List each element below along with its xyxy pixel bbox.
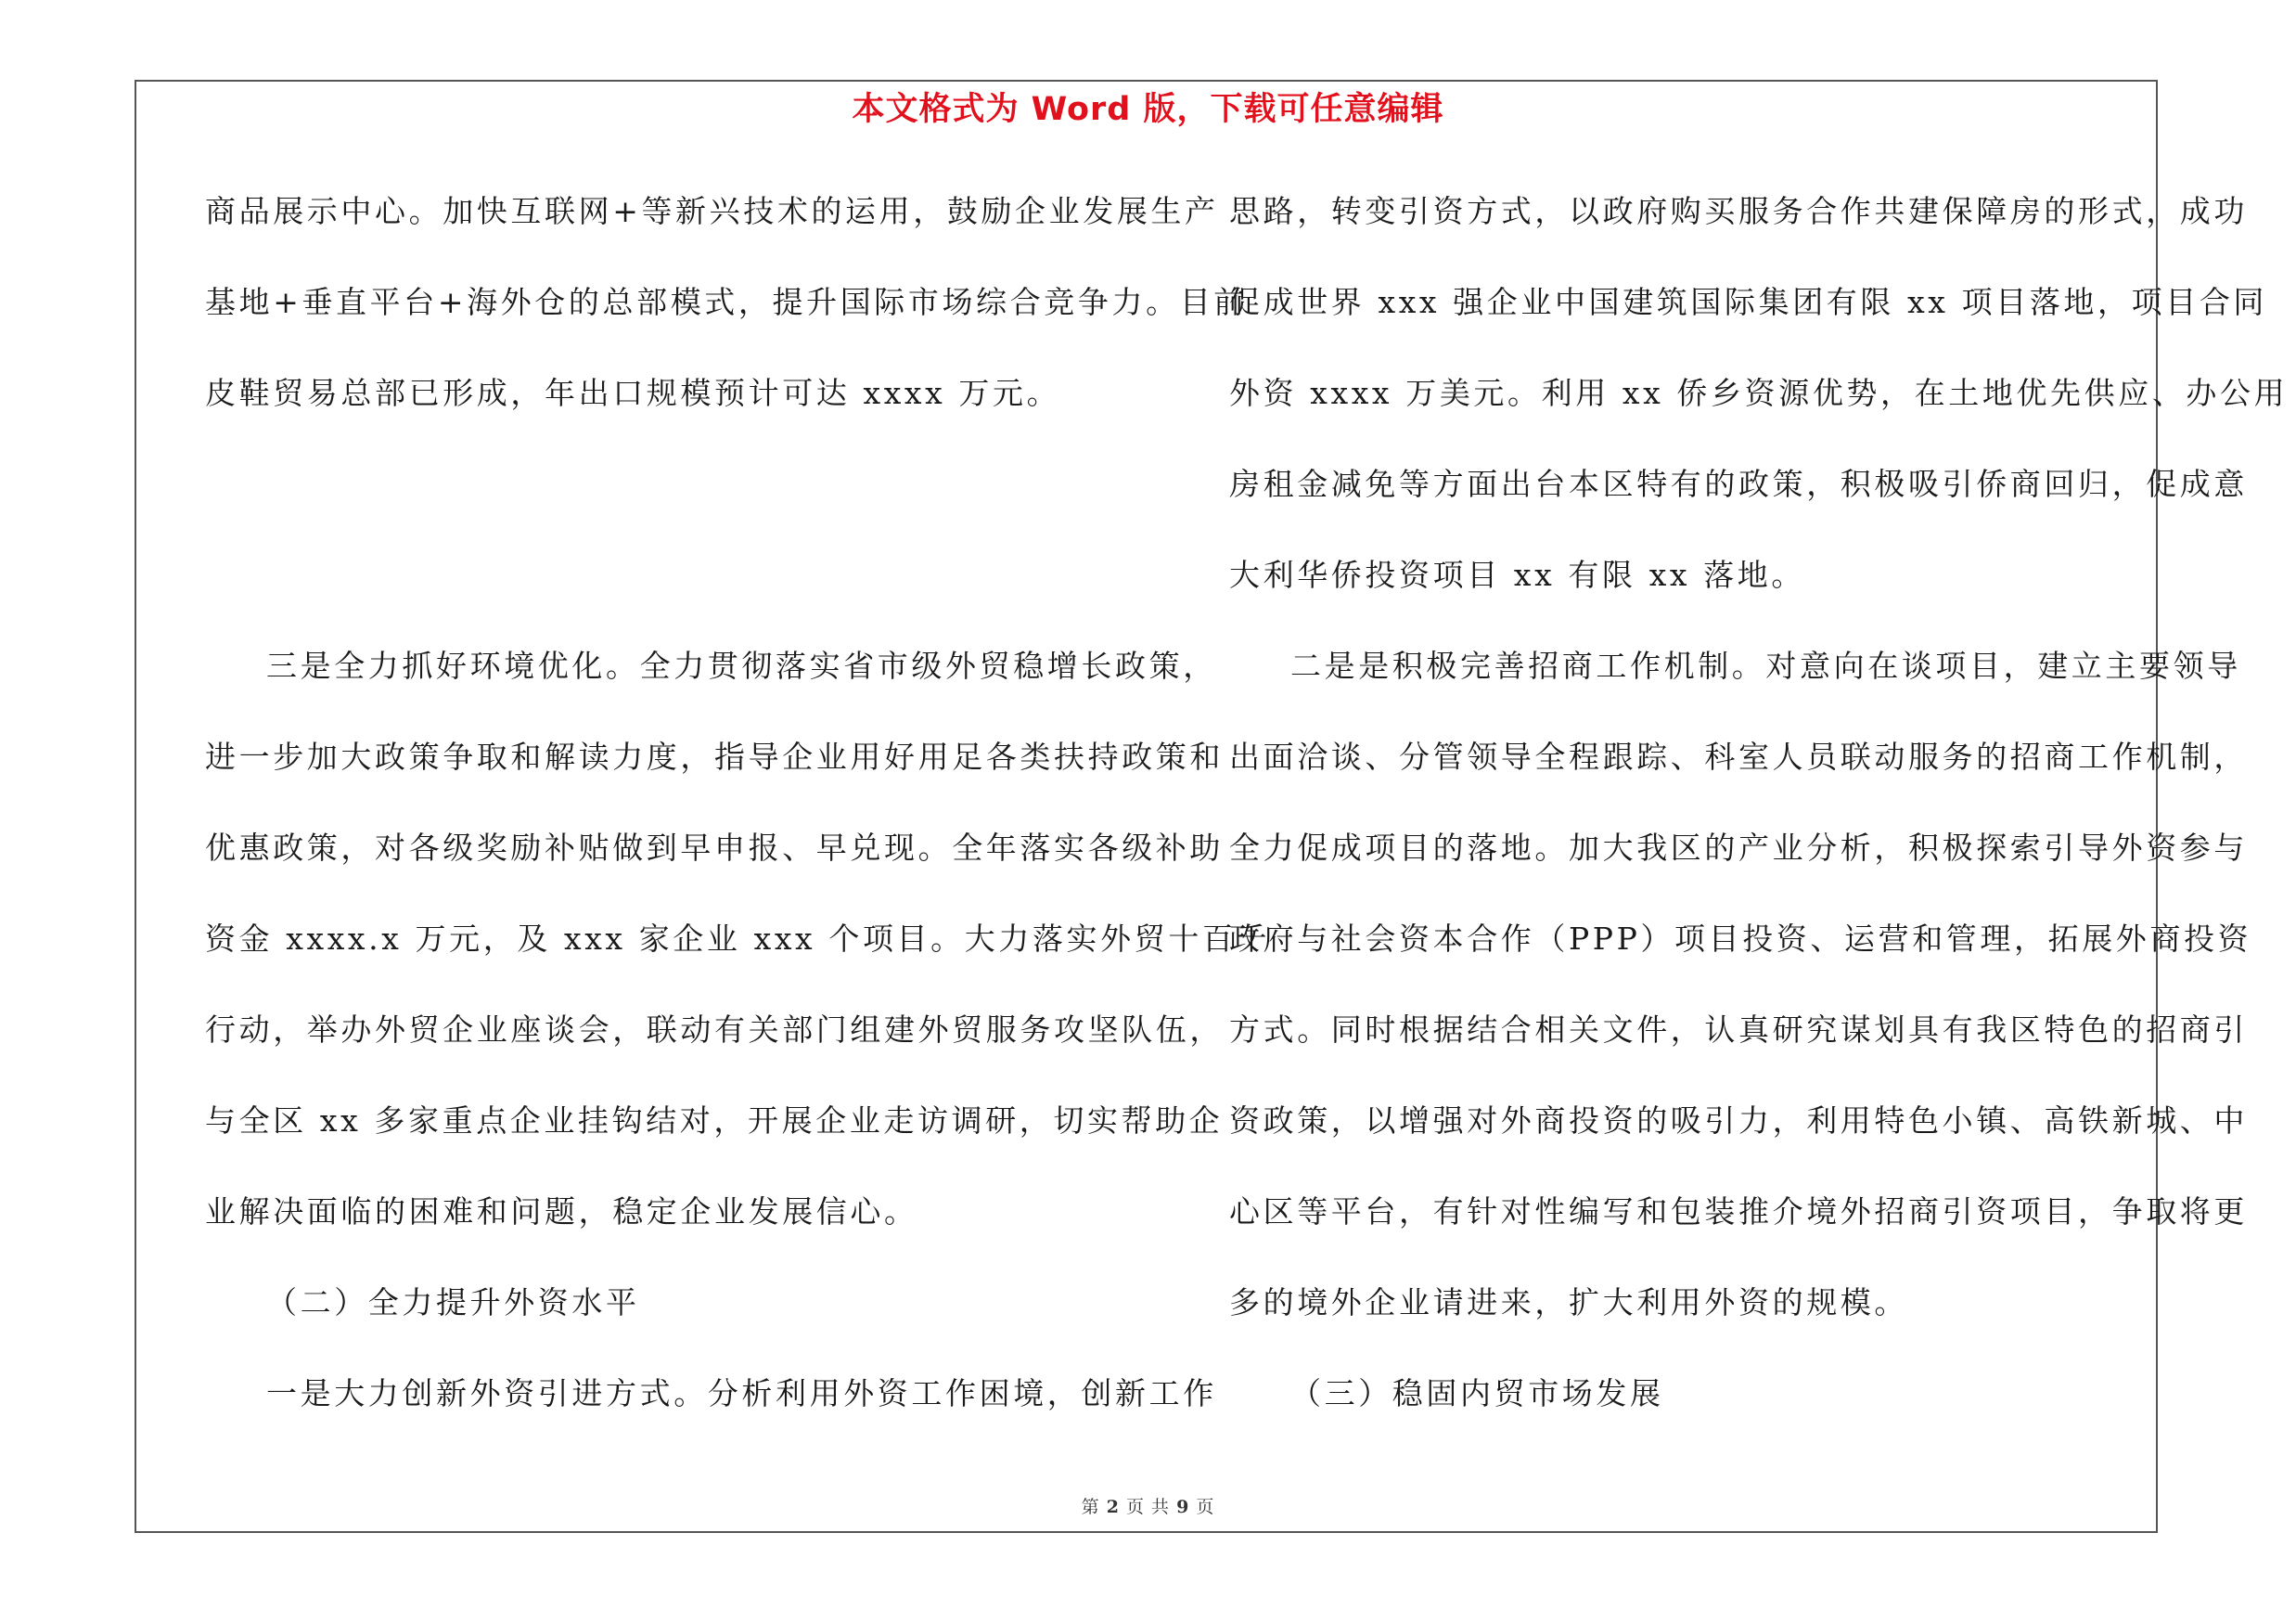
footer-prefix: 第 [1081,1497,1100,1517]
header-banner: 本文格式为 Word 版，下载可任意编辑 [852,91,1444,128]
text-line: 基地+垂直平台+海外仓的总部模式，提升国际市场综合竞争力。目前 [205,284,1248,320]
paragraph-gap [205,546,1142,637]
section-heading: （三）稳固内贸市场发展 [1290,1375,1664,1411]
paragraph-start: 三是全力抓好环境优化。全力贯彻落实省市级外贸稳增长政策， [266,648,1217,684]
footer-page-total: 9 [1176,1497,1190,1517]
section-heading: （二）全力提升外资水平 [266,1284,640,1320]
text-line: 政府与社会资本合作（PPP）项目投资、运营和管理，拓展外商投资 [1229,921,2252,957]
text-line: 业解决面临的困难和问题，稳定企业发展信心。 [205,1193,918,1230]
text-line: 外资 xxxx 万美元。利用 xx 侨乡资源优势，在土地优先供应、办公用 [1229,375,2289,411]
footer-suffix: 页 [1196,1497,1215,1517]
paragraph-start: 一是大力创新外资引进方式。分析利用外资工作困境，创新工作 [266,1375,1217,1411]
text-line: 房租金减免等方面出台本区特有的政策，积极吸引侨商回归，促成意 [1229,466,2248,502]
text-line: 优惠政策，对各级奖励补贴做到早申报、早兑现。全年落实各级补助 [205,830,1224,866]
left-column [205,182,1271,1455]
text-line: 资政策，以增强对外商投资的吸引力，利用特色小镇、高铁新城、中 [1229,1102,2248,1139]
page-footer [0,1496,2296,1518]
text-line: 全力促成项目的落地。加大我区的产业分析，积极探索引导外资参与 [1229,830,2248,866]
text-line: 思路，转变引资方式，以政府购买服务合作共建保障房的形式，成功 [1229,193,2248,229]
footer-middle: 页 共 [1125,1497,1171,1517]
text-line: 商品展示中心。加快互联网+等新兴技术的运用，鼓励企业发展生产 [205,193,1219,229]
text-line: 多的境外企业请进来，扩大利用外资的规模。 [1229,1284,1908,1320]
text-line: 心区等平台，有针对性编写和包装推介境外招商引资项目，争取将更 [1229,1193,2248,1230]
text-line: 出面洽谈、分管领导全程跟踪、科室人员联动服务的招商工作机制， [1229,739,2248,775]
text-line: 方式。同时根据结合相关文件，认真研究谋划具有我区特色的招商引 [1229,1011,2248,1048]
text-line: 促成世界 xxx 强企业中国建筑国际集团有限 xx 项目落地，项目合同 [1229,284,2268,320]
text-line: 进一步加大政策争取和解读力度，指导企业用好用足各类扶持政策和 [205,739,1224,775]
right-column [1229,182,2289,1455]
footer-page-number: 2 [1106,1497,1120,1517]
paragraph-gap [205,455,1142,546]
text-line: 皮鞋贸易总部已形成，年出口规模预计可达 xxxx 万元。 [205,375,1061,411]
paragraph-start: 二是是积极完善招商工作机制。对意向在谈项目，建立主要领导 [1290,648,2241,684]
text-line: 大利华侨投资项目 xx 有限 xx 落地。 [1229,557,1806,593]
text-line: 与全区 xx 多家重点企业挂钩结对，开展企业走访调研，切实帮助企 [205,1102,1224,1139]
text-line: 资金 xxxx.x 万元，及 xxx 家企业 xxx 个项目。大力落实外贸十百千 [205,921,1271,957]
text-line: 行动，举办外贸企业座谈会，联动有关部门组建外贸服务攻坚队伍， [205,1011,1224,1048]
